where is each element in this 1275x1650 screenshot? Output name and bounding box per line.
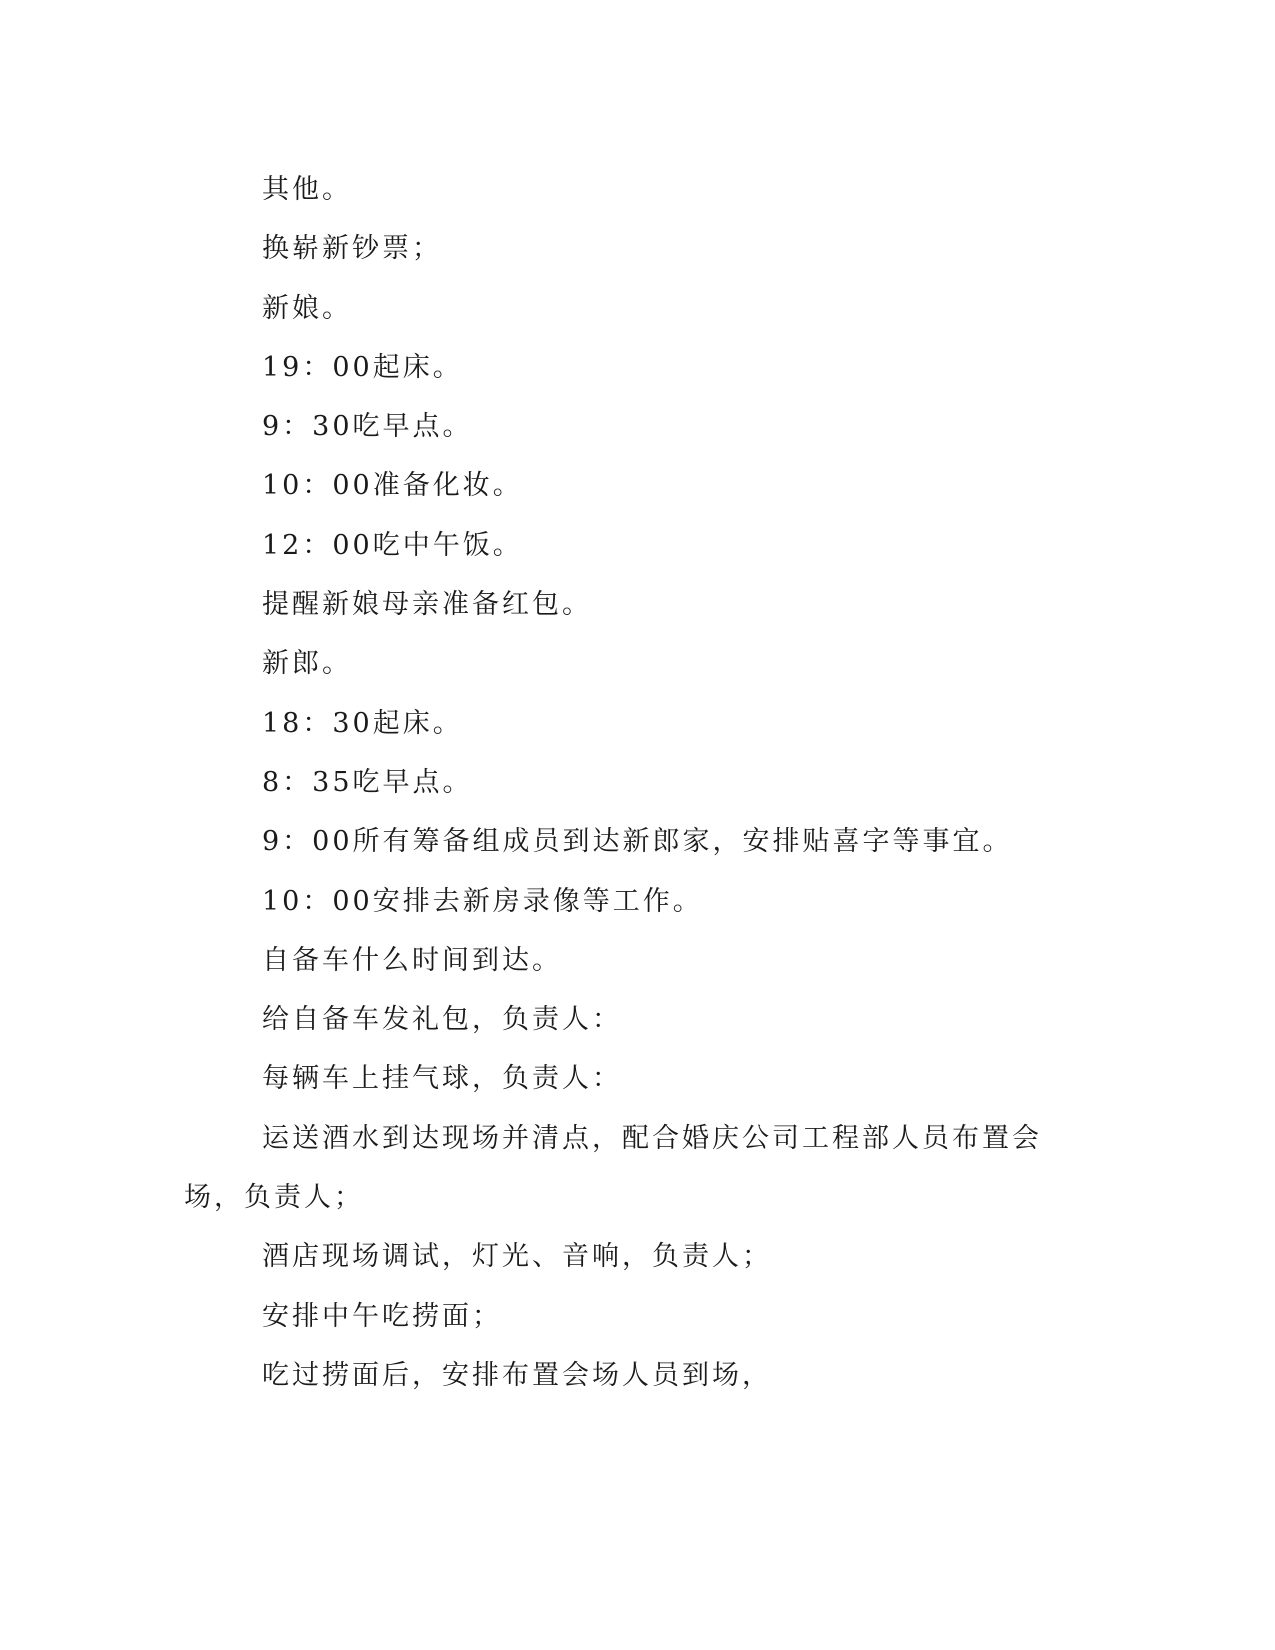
paragraph-noodle-lunch: 安排中午吃捞面；	[262, 1300, 502, 1332]
paragraph-bride-lunch: 12：00吃中午饭。	[262, 529, 523, 561]
paragraph-drinks-venue	[184, 1109, 1084, 1228]
paragraph-bride-breakfast: 9：30吃早点。	[262, 411, 473, 443]
paragraph-drinks-venue-text: 运送酒水到达现场并清点，配合婚庆公司工程部人员布置会场，负责人；	[184, 1122, 1042, 1214]
paragraph-other: 其他。	[262, 174, 352, 205]
paragraph-team-arrival: 9：00所有筹备组成员到达新郎家，安排贴喜字等事宜。	[262, 826, 1013, 858]
paragraph-bride-heading: 新娘。	[262, 292, 352, 324]
paragraph-groom-wake: 18：30起床。	[262, 707, 463, 739]
paragraph-bride-makeup: 10：00准备化妆。	[262, 470, 523, 502]
paragraph-car-arrival: 自备车什么时间到达。	[262, 944, 562, 976]
paragraph-groom-breakfast: 8：35吃早点。	[262, 766, 473, 798]
paragraph-new-house-video: 10：00安排去新房录像等工作。	[262, 885, 703, 917]
paragraph-hotel-testing: 酒店现场调试，灯光、音响，负责人；	[262, 1241, 772, 1273]
paragraph-car-gift-bag: 给自备车发礼包，负责人：	[262, 1004, 622, 1036]
paragraph-bride-wake: 19：00起床。	[262, 351, 463, 383]
paragraph-new-banknotes: 换崭新钞票；	[262, 233, 442, 265]
paragraph-venue-staff: 吃过捞面后，安排布置会场人员到场，	[262, 1359, 772, 1391]
document-body	[184, 160, 1084, 1405]
paragraph-bride-mother-red-envelope: 提醒新娘母亲准备红包。	[262, 589, 592, 621]
paragraph-car-balloons: 每辆车上挂气球，负责人：	[262, 1063, 622, 1095]
paragraph-groom-heading: 新郎。	[262, 648, 352, 680]
